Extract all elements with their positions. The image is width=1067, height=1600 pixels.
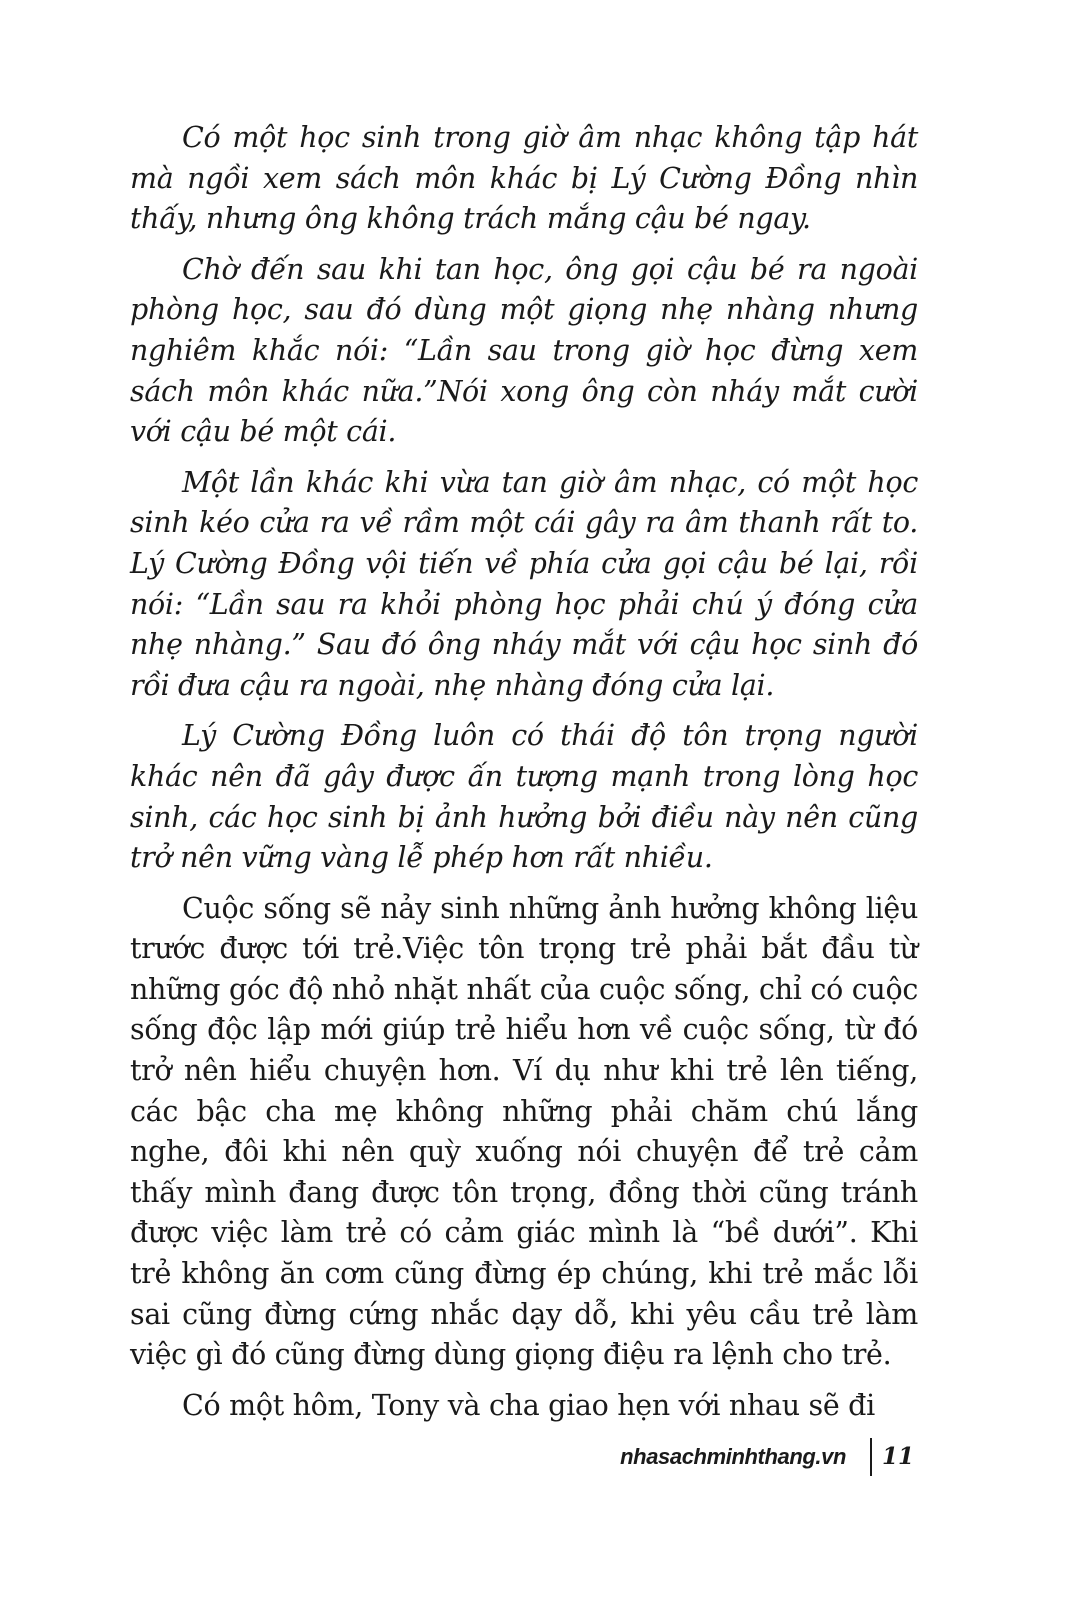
paragraph-1: Có một học sinh trong giờ âm nhạc không tập hát mà ngồi xem sách môn khác bị Lý Cường Đồng nhìn thấy, nhưng ông không trách mắng cậu bé ngay. (130, 121, 918, 236)
page-footer (130, 1438, 918, 1478)
paragraph-3: Một lần khác khi vừa tan giờ âm nhạc, có một học sinh kéo cửa ra về rầm một cái gây ra âm thanh rất to. Lý Cường Đồng vội tiến về phía cửa gọi cậu bé lại, rồi nói: “Lần sau ra khỏi phòng học phải chú ý đóng cửa nhẹ nhàng.” Sau đó ông nháy mắt với cậu học sinh đó rồi đưa cậu ra ngoài, nhẹ nhàng đóng cửa lại. (130, 465, 918, 702)
paragraph-2: Chờ đến sau khi tan học, ông gọi cậu bé ra ngoài phòng học, sau đó dùng một giọng nhẹ nhàng nhưng nghiêm khắc nói: “Lần sau trong giờ học đừng xem sách môn khác nữa.”Nói xong ông còn nháy mắt cười với cậu bé một cái. (130, 252, 918, 449)
page-number: 11 (881, 1443, 914, 1470)
paragraph-5: Cuộc sống sẽ nảy sinh những ảnh hưởng không liệu trước được tới trẻ.Việc tôn trọng trẻ phải bắt đầu từ những góc độ nhỏ nhặt nhất của cuộc sống, chỉ có cuộc sống độc lập mới giúp trẻ hiểu hơn về cuộc sống, từ đó trở nên hiểu chuyện hơn. Ví dụ như khi trẻ lên tiếng, các bậc cha mẹ không những phải chăm chú lắng nghe, đôi khi nên quỳ xuống nói chuyện để trẻ cảm thấy mình đang được tôn trọng, đồng thời cũng tránh được việc làm trẻ có cảm giác mình là “bề dưới”. Khi trẻ không ăn cơm cũng đừng ép chúng, khi trẻ mắc lỗi sai cũng đừng cứng nhắc dạy dỗ, khi yêu cầu trẻ làm việc gì đó cũng đừng dùng giọng điệu ra lệnh cho trẻ. (130, 891, 918, 1372)
paragraph-6: Có một hôm, Tony và cha giao hẹn với nhau sẽ đi (182, 1388, 875, 1422)
paragraph-4: Lý Cường Đồng luôn có thái độ tôn trọng người khác nên đã gây được ấn tượng mạnh trong lòng học sinh, các học sinh bị ảnh hưởng bởi điều này nên cũng trở nên vững vàng lễ phép hơn rất nhiều. (130, 719, 918, 875)
page-body (130, 118, 918, 1436)
footer-divider (870, 1438, 872, 1476)
footer-site-name: nhasachminhthang.vn (620, 1444, 846, 1469)
